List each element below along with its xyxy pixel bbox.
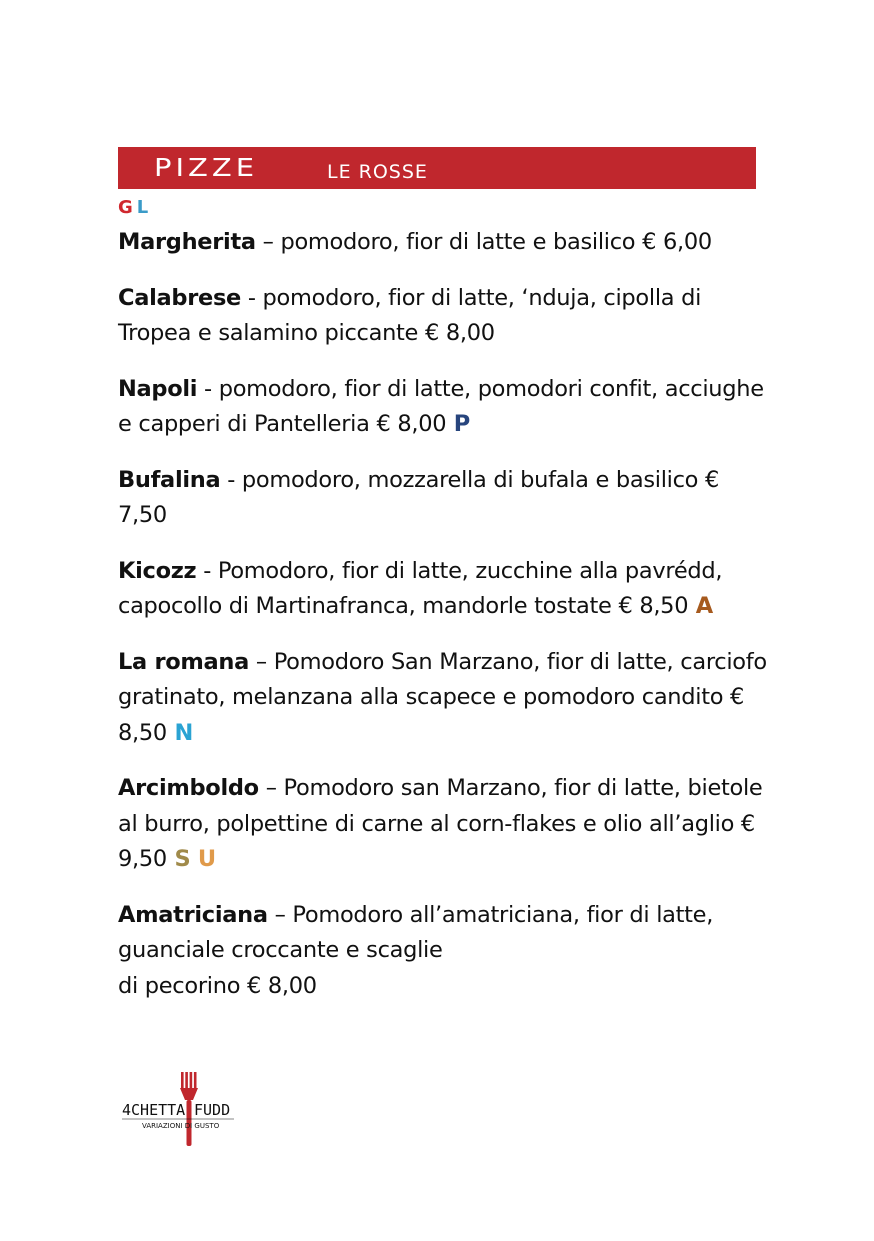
allergen-badge: A — [688, 593, 713, 619]
pizza-description: - pomodoro, fior di latte, pomodori confit, acciughe e capperi di Pantelleria € 8,00 — [118, 375, 764, 437]
pizza-name: Calabrese — [118, 284, 242, 311]
legend-g: G — [118, 197, 133, 218]
pizza-description: – pomodoro, fior di latte e basilico € 6,00 — [255, 229, 712, 255]
logo-tagline: VARIAZIONI DI GUSTO — [142, 1122, 220, 1130]
menu-item — [118, 281, 768, 352]
pizza-description-continued: di pecorino € 8,00 — [118, 972, 317, 999]
pizza-description: - Pomodoro, fior di latte, zucchine alla pavrédd, capocollo di Martinafranca, mandorle tostate € 8,50 — [118, 557, 723, 619]
legend-l: L — [136, 197, 149, 218]
menu-item — [118, 463, 768, 534]
menu-item — [118, 645, 768, 752]
allergen-legend — [118, 197, 148, 218]
pizza-description: – Pomodoro all’amatriciana, fior di latte, guanciale croccante e scaglie — [118, 901, 714, 963]
pizza-name: Napoli — [118, 375, 198, 402]
logo-text-left: 4CHETTA — [122, 1101, 186, 1119]
pizza-name: Kicozz — [118, 557, 197, 584]
logo-text-right: FUDD — [194, 1101, 231, 1119]
pizza-name: Bufalina — [118, 466, 221, 493]
menu-item — [118, 554, 768, 625]
pizza-name: Amatriciana — [118, 901, 268, 928]
pizza-name: Margherita — [118, 229, 256, 255]
menu-item — [118, 225, 768, 261]
allergen-badge: P — [446, 411, 470, 437]
allergen-badge: U — [190, 846, 216, 872]
pizza-description: - pomodoro, fior di latte, ‘nduja, cipolla di Tropea e salamino piccante € 8,00 — [118, 284, 702, 346]
pizza-description: – Pomodoro San Marzano, fior di latte, carciofo gratinato, melanzana alla scapece e pomodoro candito € 8,50 — [118, 648, 767, 746]
pizza-description: – Pomodoro san Marzano, fior di latte, bietole al burro, polpettine di carne al corn-flakes e olio all’aglio € 9,50 — [118, 775, 763, 872]
section-title: PIZZE — [154, 153, 259, 182]
pizza-name: Arcimboldo — [118, 775, 259, 801]
pizza-description: - pomodoro, mozzarella di bufala e basilico € 7,50 — [118, 466, 720, 528]
pizza-name: La romana — [118, 648, 250, 675]
section-subtitle: LE ROSSE — [327, 161, 428, 183]
menu-item — [118, 771, 768, 878]
menu-item — [118, 372, 768, 443]
allergen-badge: S — [166, 846, 191, 872]
allergen-badge: N — [166, 719, 193, 746]
pizza-menu-list — [118, 225, 768, 1024]
menu-item — [118, 898, 768, 1005]
restaurant-logo — [118, 1070, 238, 1150]
section-header-bar — [118, 147, 756, 189]
